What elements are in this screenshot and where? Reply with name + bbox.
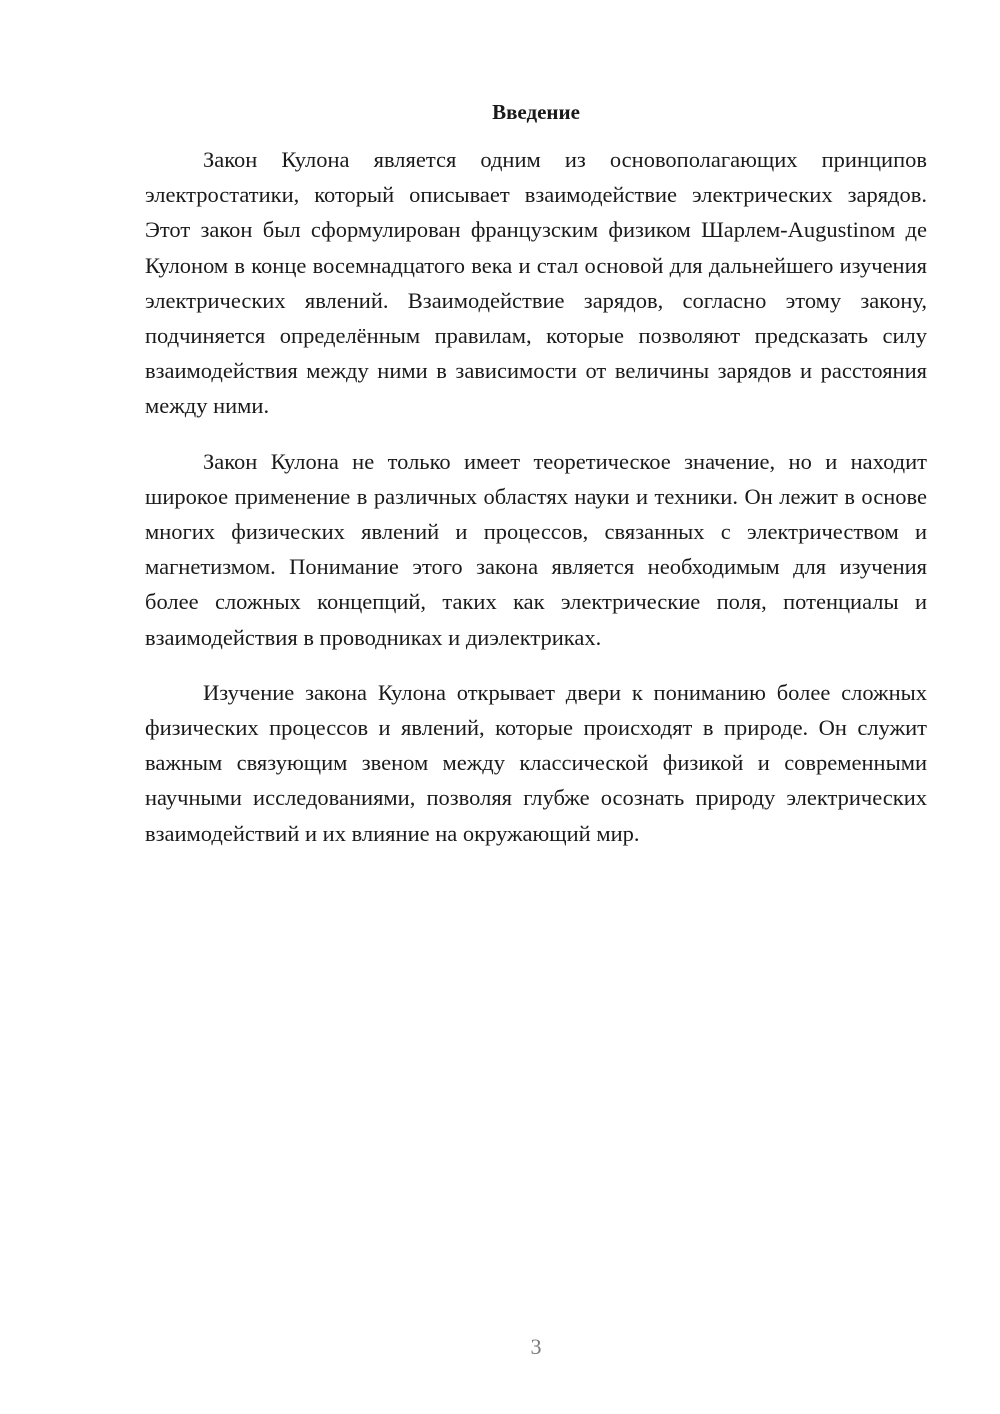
page-number: 3 xyxy=(530,1334,542,1359)
section-title: Введение xyxy=(492,100,580,124)
paragraph-3: Изучение закона Кулона открывает двери к пониманию более сложных физических процессов и явлений, которые происходят в природе. Он служит важным связующим звеном между классической физикой и современными научными исследованиями, позволяя глубже осознать природу электрических взаимодействий и их влияние на окружающий мир. xyxy=(145,679,927,846)
body-text xyxy=(145,142,927,871)
paragraph-1: Закон Кулона является одним из основополагающих принципов электростатики, который описывает взаимодействие электрических зарядов. Этот закон был сформулирован французским физиком Шарлем-Augustinом де Кулоном в конце восемнадцатого века и стал основой для дальнейшего изучения электрических явлений. Взаимодействие зарядов, согласно этому закону, подчиняется определённым правилам, которые позволяют предсказать силу взаимодействия между ними в зависимости от величины зарядов и расстояния между ними. xyxy=(145,147,927,419)
paragraph-2: Закон Кулона не только имеет теоретическое значение, но и находит широкое применение в различных областях науки и техники. Он лежит в основе многих физических явлений и процессов, связанных с электричеством и магнетизмом. Понимание этого закона является необходимым для изучения более сложных концепций, таких как электрические поля, потенциалы и взаимодействия в проводниках и диэлектриках. xyxy=(145,448,927,650)
